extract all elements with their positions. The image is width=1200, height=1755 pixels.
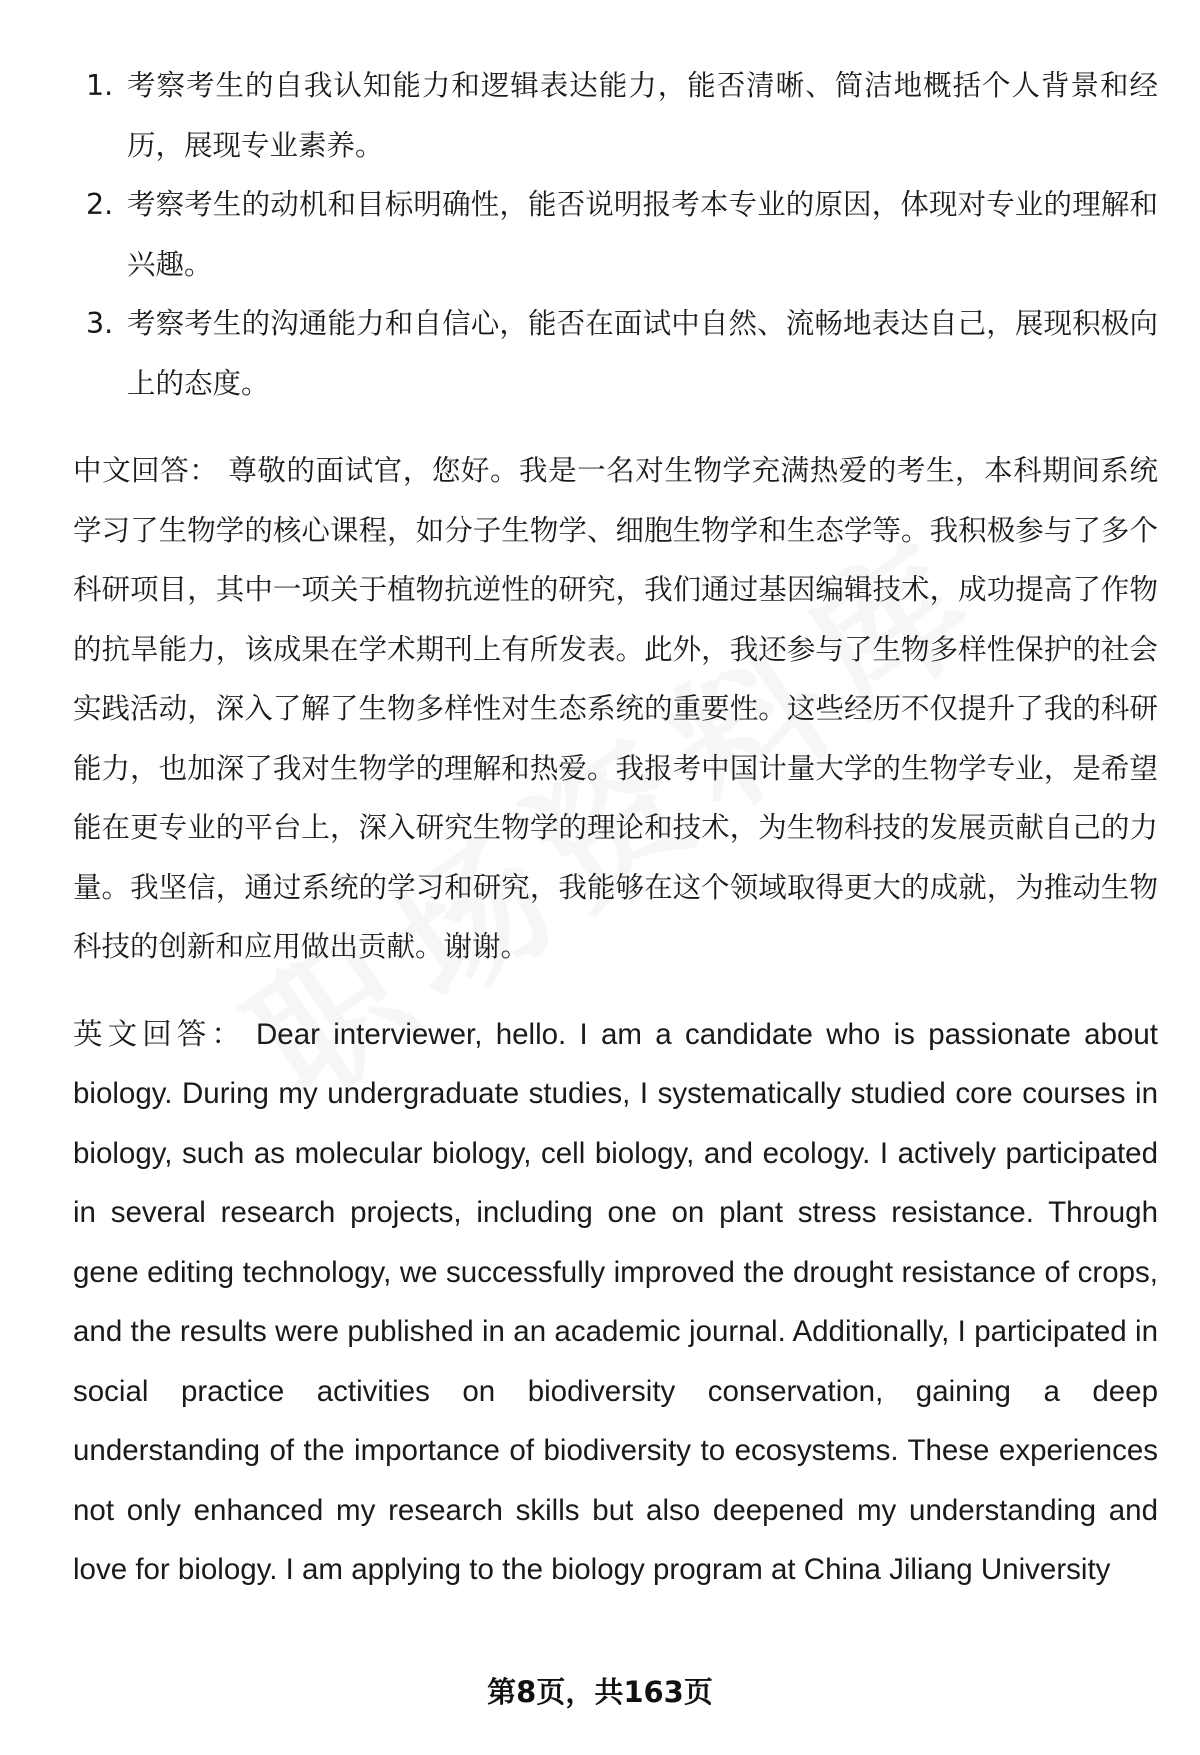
chinese-answer-label: 中文回答： — [73, 454, 219, 487]
page-number-footer: 第8页，共163页 — [487, 1675, 713, 1709]
criteria-number: 1. — [86, 69, 114, 102]
criteria-item — [73, 56, 1158, 175]
english-answer-label: 英文回答： — [73, 1017, 246, 1051]
chinese-answer-text: 尊敬的面试官，您好。我是一名对生物学充满热爱的考生，本科期间系统学习了生物学的核心课程，如分子生物学、细胞生物学和生态学等。我积极参与了多个科研项目，其中一项关于植物抗逆性的研究，我们通过基因编辑技术，成功提高了作物的抗旱能力，该成果在学术期刊上有所发表。此外，我还参与了生物多样性保护的社会实践活动，深入了解了生物多样性对生态系统的重要性。这些经历不仅提升了我的科研能力，也加深了我对生物学的理解和热爱。我报考中国计量大学的生物学专业，是希望能在更专业的平台上，深入研究生物学的理论和技术，为生物科技的发展贡献自己的力量。我坚信，通过系统的学习和研究，我能够在这个领域取得更大的成就，为推动生物科技的创新和应用做出贡献。谢谢。 — [73, 454, 1158, 963]
criteria-text: 考察考生的沟通能力和自信心，能否在面试中自然、流畅地表达自己，展现积极向上的态度。 — [127, 307, 1158, 400]
english-answer-text: Dear interviewer, hello. I am a candidate who is passionate about biology. During my undergraduate studies, I systematically studied core courses in biology, such as molecular biology, cell biology, and ecology. I actively participated in several research projects, including one on plant stress resistance. Through gene editing technology, we successfully improved the drought resistance of crops, and the results were published in an academic journal. Additionally, I participated in social practice activities on biodiversity conservation, gaining a deep understanding of the importance of biodiversity to ecosystems. These experiences not only enhanced my research skills but also deepened my understanding and love for biology. I am applying to the biology program at China Jiliang University — [73, 1017, 1158, 1586]
criteria-item — [73, 175, 1158, 294]
english-answer — [73, 1005, 1158, 1600]
criteria-number: 2. — [86, 188, 114, 221]
criteria-text: 考察考生的动机和目标明确性，能否说明报考本专业的原因，体现对专业的理解和兴趣。 — [127, 188, 1158, 281]
criteria-text: 考察考生的自我认知能力和逻辑表达能力，能否清晰、简洁地概括个人背景和经历，展现专业素养。 — [127, 69, 1158, 162]
page-content — [73, 56, 1158, 1600]
criteria-number: 3. — [86, 307, 114, 340]
evaluation-criteria-list — [73, 56, 1158, 413]
criteria-item — [73, 294, 1158, 413]
chinese-answer — [73, 441, 1158, 977]
